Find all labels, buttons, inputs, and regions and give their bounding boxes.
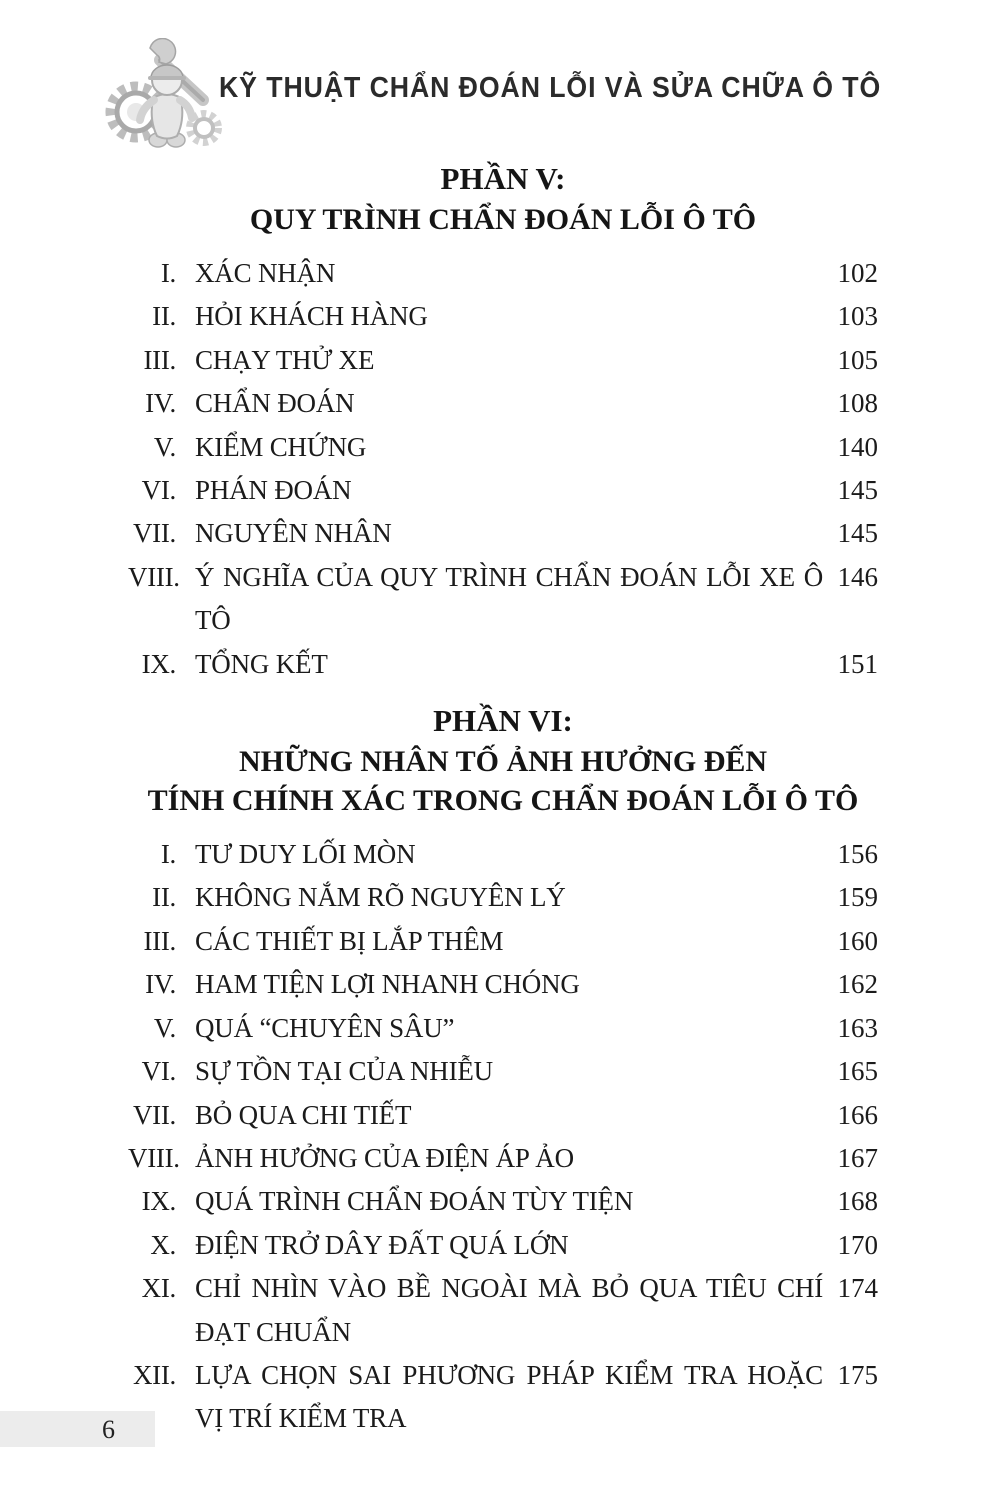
toc-entry-numeral: VIII. <box>128 561 180 592</box>
toc-entry <box>128 339 878 382</box>
toc-entry-numeral: VI. <box>141 1056 176 1087</box>
toc-entry <box>128 1050 878 1093</box>
toc-entry-page-number: 108 <box>837 388 878 419</box>
toc-entry-page-number: 163 <box>837 1012 878 1043</box>
toc-entry-title: ẢNH HƯỞNG CỦA ĐIỆN ÁP ẢO <box>195 1142 574 1173</box>
toc-entry-title: HỎI KHÁCH HÀNG <box>195 301 428 332</box>
toc-list <box>128 833 878 1441</box>
toc-entry <box>128 556 878 643</box>
toc-entry-numeral: VII. <box>132 518 176 549</box>
toc-entry-page-number: 146 <box>837 561 878 592</box>
toc-entry-numeral: VII. <box>132 1099 176 1130</box>
toc-entry-numeral: I. <box>160 839 176 870</box>
toc-entry-title: QUÁ TRÌNH CHẨN ĐOÁN TÙY TIỆN <box>195 1186 634 1217</box>
toc-entry-title: CHẠY THỬ XE <box>195 344 375 375</box>
toc-entry-numeral: VIII. <box>128 1142 180 1173</box>
toc-entry-page-number: 103 <box>837 301 878 332</box>
section-title-line: TÍNH CHÍNH XÁC TRONG CHẨN ĐOÁN LỖI Ô TÔ <box>147 784 859 818</box>
section-title-line: QUY TRÌNH CHẨN ĐOÁN LỖI Ô TÔ <box>249 203 757 236</box>
toc-entry <box>128 382 878 425</box>
toc-entry <box>128 920 878 963</box>
toc-entry-numeral: XII. <box>132 1359 176 1390</box>
toc-entry-title: LỰA CHỌN SAI PHƯƠNG PHÁP KIỂM TRA HOẶC VỊ TRÍ KIỂM TRA <box>195 1359 823 1434</box>
toc-section <box>128 700 878 1441</box>
footer-page-band <box>0 1411 155 1447</box>
toc-entry-title: HAM TIỆN LỢI NHANH CHÓNG <box>195 969 580 1000</box>
toc-entry-numeral: II. <box>152 882 176 913</box>
toc-entry <box>128 876 878 919</box>
toc-entry-page-number: 170 <box>837 1229 878 1260</box>
toc-entry <box>128 252 878 295</box>
section-title-line: NHỮNG NHÂN TỐ ẢNH HƯỞNG ĐẾN <box>238 745 768 779</box>
toc-entry-page-number: 145 <box>837 475 878 506</box>
footer-page-number: 6 <box>102 1415 115 1444</box>
toc-entry <box>128 469 878 512</box>
toc-entry-title: NGUYÊN NHÂN <box>195 518 392 549</box>
toc-entry <box>128 1137 878 1180</box>
toc-entry-title: BỎ QUA CHI TIẾT <box>195 1099 412 1130</box>
toc-entry-numeral: IX. <box>141 1186 176 1217</box>
toc-entry <box>128 1094 878 1137</box>
toc-entry-numeral: IV. <box>145 969 176 1000</box>
toc-entry-page-number: 156 <box>837 839 878 870</box>
toc-entry <box>128 1007 878 1050</box>
toc-entry-numeral: V. <box>153 431 176 462</box>
toc-entry-page-number: 162 <box>837 969 878 1000</box>
toc-entry-title: QUÁ “CHUYÊN SÂU” <box>195 1012 455 1043</box>
toc-entry <box>128 643 878 686</box>
toc-entry-page-number: 159 <box>837 882 878 913</box>
toc-entry <box>128 1267 878 1354</box>
mechanic-logo-icon <box>100 38 232 150</box>
toc-entry-numeral: V. <box>153 1012 176 1043</box>
toc-entry-numeral: X. <box>150 1229 176 1260</box>
toc-entry-title: XÁC NHẬN <box>195 258 336 288</box>
toc-entry-numeral: I. <box>160 258 176 288</box>
toc-entry-title: Ý NGHĨA CỦA QUY TRÌNH CHẨN ĐOÁN LỖI XE Ô TÔ <box>195 561 823 636</box>
toc-entry-title: CHỈ NHÌN VÀO BỀ NGOÀI MÀ BỎ QUA TIÊU CHÍ ĐẠT CHUẨN <box>195 1273 823 1347</box>
toc-section <box>128 158 878 686</box>
toc-entry-page-number: 151 <box>837 648 878 679</box>
section-title <box>128 742 878 820</box>
toc-entry-page-number: 165 <box>837 1056 878 1087</box>
toc-content <box>128 158 878 1441</box>
toc-entry <box>128 1354 878 1441</box>
toc-entry <box>128 1224 878 1267</box>
book-title: KỸ THUẬT CHẨN ĐOÁN LỖI VÀ SỬA CHỮA Ô TÔ <box>219 72 882 104</box>
toc-entry-title: KHÔNG NẮM RÕ NGUYÊN LÝ <box>195 882 566 913</box>
toc-entry-title: TỔNG KẾT <box>195 648 328 679</box>
toc-entry-page-number: 168 <box>837 1186 878 1217</box>
toc-entry <box>128 833 878 876</box>
toc-entry-page-number: 174 <box>837 1273 878 1304</box>
toc-entry-title: CÁC THIẾT BỊ LẮP THÊM <box>195 925 504 956</box>
section-title <box>128 200 878 239</box>
toc-entry-numeral: III. <box>143 344 176 375</box>
toc-entry-page-number: 105 <box>837 344 878 375</box>
toc-entry-numeral: IV. <box>145 388 176 419</box>
toc-entry-page-number: 167 <box>837 1142 878 1173</box>
toc-list <box>128 252 878 686</box>
toc-entry-page-number: 166 <box>837 1099 878 1130</box>
toc-entry <box>128 426 878 469</box>
toc-entry-page-number: 102 <box>837 258 878 288</box>
toc-entry-page-number: 145 <box>837 518 878 549</box>
section-part-label: PHẦN V: <box>440 161 566 196</box>
toc-entry-page-number: 175 <box>837 1359 878 1390</box>
toc-entry-title: CHẨN ĐOÁN <box>195 388 355 419</box>
toc-entry <box>128 1180 878 1223</box>
toc-entry-title: KIỂM CHỨNG <box>195 431 367 462</box>
toc-entry <box>128 512 878 555</box>
toc-entry-title: ĐIỆN TRỞ DÂY ĐẤT QUÁ LỚN <box>195 1229 569 1260</box>
toc-entry-title: PHÁN ĐOÁN <box>195 475 352 506</box>
toc-entry-numeral: II. <box>152 301 176 332</box>
toc-entry-numeral: IX. <box>141 648 176 679</box>
toc-entry <box>128 963 878 1006</box>
toc-entry-numeral: XI. <box>141 1273 176 1304</box>
toc-entry-numeral: III. <box>143 925 176 956</box>
toc-entry-page-number: 140 <box>837 431 878 462</box>
toc-entry-title: SỰ TỒN TẠI CỦA NHIỄU <box>195 1056 493 1087</box>
section-part-label: PHẦN VI: <box>433 703 573 739</box>
toc-entry-page-number: 160 <box>837 925 878 956</box>
toc-entry-title: TƯ DUY LỐI MÒN <box>195 839 416 870</box>
toc-entry <box>128 295 878 338</box>
toc-entry-numeral: VI. <box>141 475 176 506</box>
